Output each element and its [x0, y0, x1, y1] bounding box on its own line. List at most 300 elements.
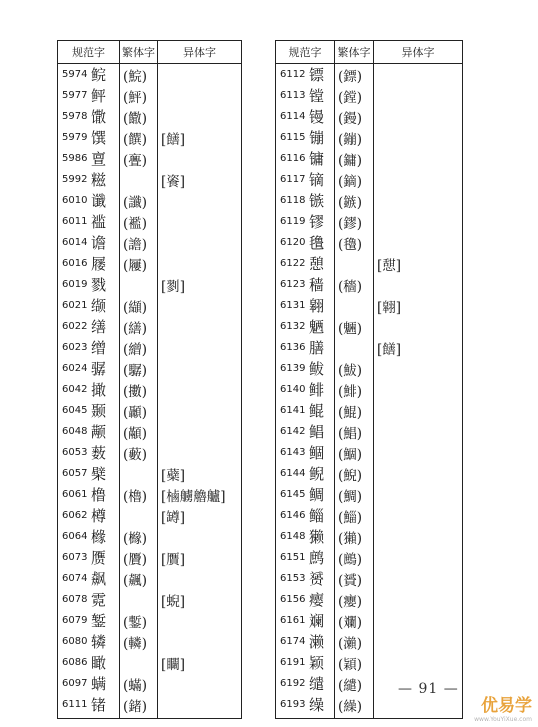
watermark-logo: [474, 691, 532, 723]
char-number: 6142: [280, 426, 306, 437]
char-number: 6079: [62, 615, 88, 626]
char-number: 6010: [62, 195, 88, 206]
char-number: 6021: [62, 300, 88, 311]
variant-char: [374, 568, 463, 589]
traditional-char: (繒): [120, 337, 158, 358]
traditional-char: (鮁): [335, 358, 374, 379]
standard-cell: [58, 106, 120, 127]
standard-char: 馓: [91, 108, 107, 126]
standard-cell: [276, 673, 335, 694]
char-number: 6057: [62, 468, 88, 479]
standard-char: 鲲: [309, 402, 325, 420]
char-number: 6111: [62, 699, 88, 710]
traditional-char: (轔): [120, 631, 158, 652]
traditional-char: (鷓): [335, 547, 374, 568]
standard-cell: [58, 463, 120, 484]
variant-char: [158, 694, 242, 719]
table-row: [58, 400, 242, 421]
standard-char: 馔: [91, 129, 107, 147]
table-row: [276, 610, 463, 631]
standard-cell: [276, 463, 335, 484]
standard-cell: [276, 547, 335, 568]
traditional-char: (屨): [120, 253, 158, 274]
table-row: [276, 358, 463, 379]
traditional-char: (鏑): [335, 169, 374, 190]
header-standard: 规范字: [58, 41, 120, 64]
table-row: [58, 190, 242, 211]
standard-cell: [58, 694, 120, 719]
traditional-char: (獺): [335, 526, 374, 547]
variant-char: [374, 442, 463, 463]
variant-char: [374, 232, 463, 253]
char-number: 6097: [62, 678, 88, 689]
variant-char: [158, 526, 242, 547]
char-number: 5986: [62, 153, 88, 164]
standard-char: 橼: [91, 528, 107, 546]
char-number: 6112: [280, 69, 306, 80]
table-row: [276, 589, 463, 610]
standard-char: 屦: [91, 255, 107, 273]
standard-cell: [276, 400, 335, 421]
variant-char: [374, 379, 463, 400]
table-row: [58, 232, 242, 253]
variant-char: [憇]: [374, 253, 463, 274]
variant-char: [374, 484, 463, 505]
variant-char: [贋]: [158, 547, 242, 568]
standard-cell: [276, 589, 335, 610]
table-row: [58, 358, 242, 379]
char-number: 6119: [280, 216, 306, 227]
traditional-char: (鏢): [335, 64, 374, 86]
standard-cell: [276, 274, 335, 295]
char-number: 6016: [62, 258, 88, 269]
variant-char: [158, 421, 242, 442]
char-number: 6061: [62, 489, 88, 500]
char-number: 6024: [62, 363, 88, 374]
standard-char: 镛: [309, 150, 325, 168]
table-row: [58, 337, 242, 358]
standard-cell: [58, 442, 120, 463]
variant-char: [158, 610, 242, 631]
standard-char: 鲅: [309, 360, 325, 378]
char-number: 5978: [62, 111, 88, 122]
traditional-char: (顳): [120, 400, 158, 421]
traditional-char: (櫓): [120, 484, 158, 505]
char-number: 6064: [62, 531, 88, 542]
char-number: 6073: [62, 552, 88, 563]
char-number: 6019: [62, 279, 88, 290]
char-number: 6011: [62, 216, 88, 227]
table-row: [58, 64, 242, 86]
table-row: [276, 400, 463, 421]
variant-char: [罇]: [158, 505, 242, 526]
char-number: 5992: [62, 174, 88, 185]
standard-cell: [276, 421, 335, 442]
traditional-char: (贇): [335, 568, 374, 589]
standard-char: 缬: [91, 297, 107, 315]
standard-char: 谵: [91, 234, 107, 252]
table-row: [58, 316, 242, 337]
standard-char: 鲩: [91, 66, 107, 84]
table-row: [58, 106, 242, 127]
standard-char: 鲆: [91, 87, 107, 105]
standard-cell: [58, 505, 120, 526]
variant-char: [374, 652, 463, 673]
standard-cell: [58, 190, 120, 211]
standard-cell: [276, 568, 335, 589]
variant-char: [158, 400, 242, 421]
char-number: 6048: [62, 426, 88, 437]
standard-char: 鲱: [309, 381, 325, 399]
table-row: [276, 337, 463, 358]
variant-char: [374, 274, 463, 295]
traditional-char: (襤): [120, 211, 158, 232]
standard-cell: [58, 337, 120, 358]
traditional-char: (鏞): [335, 148, 374, 169]
standard-cell: [58, 400, 120, 421]
standard-cell: [276, 64, 335, 86]
variant-char: [374, 316, 463, 337]
char-number: 6146: [280, 510, 306, 521]
standard-cell: [58, 379, 120, 400]
table-row: [58, 673, 242, 694]
char-number: 6151: [280, 552, 306, 563]
standard-char: 鲴: [309, 444, 325, 462]
traditional-char: (穎): [335, 652, 374, 673]
table-row: [276, 694, 463, 719]
char-number: 6080: [62, 636, 88, 647]
standard-cell: [276, 169, 335, 190]
variant-char: [158, 232, 242, 253]
standard-char: 镘: [309, 108, 325, 126]
char-number: 6161: [280, 615, 306, 626]
traditional-char: (鯢): [335, 463, 374, 484]
standard-char: 镠: [309, 213, 325, 231]
table-row: [58, 568, 242, 589]
table-row: [276, 568, 463, 589]
traditional-char: (鯛): [335, 484, 374, 505]
standard-char: 戮: [91, 276, 107, 294]
char-number: 6148: [280, 531, 306, 542]
char-number: 6131: [280, 300, 306, 311]
traditional-char: [335, 337, 374, 358]
standard-cell: [58, 232, 120, 253]
traditional-char: (鏜): [335, 85, 374, 106]
watermark-url: www.YouYiXue.com: [474, 716, 532, 723]
variant-char: [374, 85, 463, 106]
table-row: [276, 169, 463, 190]
standard-cell: [276, 694, 335, 719]
char-number: 6191: [280, 657, 306, 668]
traditional-char: (穡): [335, 274, 374, 295]
table-row: [58, 85, 242, 106]
standard-char: 獭: [309, 528, 325, 546]
char-number: 5974: [62, 69, 88, 80]
table-row: [276, 127, 463, 148]
traditional-char: [335, 253, 374, 274]
char-number: 6045: [62, 405, 88, 416]
table-row: [58, 211, 242, 232]
traditional-char: (纈): [120, 295, 158, 316]
standard-char: 镚: [309, 129, 325, 147]
standard-char: 鲵: [309, 465, 325, 483]
traditional-char: (繕): [120, 316, 158, 337]
standard-cell: [58, 85, 120, 106]
standard-char: 氇: [309, 234, 325, 252]
variant-char: [158, 442, 242, 463]
table-row: [58, 253, 242, 274]
variant-char: [374, 64, 463, 86]
char-number: 6192: [280, 678, 306, 689]
traditional-char: (飆): [120, 568, 158, 589]
table-row: [58, 421, 242, 442]
table-row: [58, 694, 242, 719]
table-row: [58, 169, 242, 190]
standard-cell: [58, 358, 120, 379]
standard-cell: [276, 190, 335, 211]
traditional-char: [335, 295, 374, 316]
table-row: [58, 484, 242, 505]
standard-cell: [276, 106, 335, 127]
variant-char: [374, 589, 463, 610]
header-traditional: 繁体字: [335, 41, 374, 64]
char-number: 6074: [62, 573, 88, 584]
variant-char: [158, 379, 242, 400]
table-header-row: [276, 41, 463, 64]
variant-char: [翶]: [374, 295, 463, 316]
standard-cell: [276, 253, 335, 274]
variant-char: [158, 148, 242, 169]
table-row: [58, 505, 242, 526]
variant-char: [374, 547, 463, 568]
header-variant: 异体字: [374, 41, 463, 64]
page-number: — 91 —: [398, 681, 459, 697]
standard-char: 螨: [91, 675, 107, 693]
standard-char: 锗: [91, 696, 107, 714]
standard-char: 糍: [91, 171, 107, 189]
traditional-char: (鏝): [335, 106, 374, 127]
standard-char: 缮: [91, 318, 107, 336]
table-row: [58, 463, 242, 484]
standard-cell: [58, 421, 120, 442]
standard-cell: [58, 316, 120, 337]
table-row: [276, 190, 463, 211]
char-number: 6141: [280, 405, 306, 416]
standard-char: 撖: [91, 381, 107, 399]
standard-cell: [276, 148, 335, 169]
traditional-char: (鯡): [335, 379, 374, 400]
variant-char: [374, 127, 463, 148]
standard-cell: [276, 442, 335, 463]
standard-cell: [58, 568, 120, 589]
standard-cell: [276, 337, 335, 358]
table-row: [58, 652, 242, 673]
standard-char: 镗: [309, 87, 325, 105]
variant-char: [374, 631, 463, 652]
table-row: [58, 631, 242, 652]
standard-cell: [276, 610, 335, 631]
traditional-char: (鏐): [335, 211, 374, 232]
standard-cell: [276, 505, 335, 526]
standard-char: 褴: [91, 213, 107, 231]
table-header-row: [58, 41, 242, 64]
standard-char: 赟: [309, 570, 325, 588]
char-number: 6014: [62, 237, 88, 248]
traditional-char: (擻): [120, 379, 158, 400]
variant-char: [蘗]: [158, 463, 242, 484]
standard-char: 鹧: [309, 549, 325, 567]
traditional-char: (鯝): [335, 442, 374, 463]
table-row: [58, 610, 242, 631]
traditional-char: (氌): [335, 232, 374, 253]
char-number: 6140: [280, 384, 306, 395]
standard-char: 缲: [309, 696, 325, 714]
char-number: 6114: [280, 111, 306, 122]
variant-char: [374, 526, 463, 547]
standard-cell: [58, 148, 120, 169]
standard-cell: [58, 169, 120, 190]
standard-cell: [276, 232, 335, 253]
standard-cell: [58, 127, 120, 148]
traditional-char: (譫): [120, 232, 158, 253]
variant-char: [158, 337, 242, 358]
standard-cell: [276, 652, 335, 673]
traditional-char: [120, 463, 158, 484]
table-row: [58, 379, 242, 400]
standard-cell: [58, 64, 120, 86]
variant-char: [374, 190, 463, 211]
table-row: [276, 295, 463, 316]
standard-char: 缯: [91, 339, 107, 357]
standard-cell: [276, 631, 335, 652]
char-number: 6118: [280, 195, 306, 206]
char-number: 6145: [280, 489, 306, 500]
table-row: [276, 64, 463, 86]
char-number: 6053: [62, 447, 88, 458]
traditional-char: [120, 589, 158, 610]
standard-cell: [58, 295, 120, 316]
standard-char: 霓: [91, 591, 107, 609]
traditional-char: (斕): [335, 610, 374, 631]
standard-char: 缱: [309, 675, 325, 693]
traditional-char: [120, 274, 158, 295]
standard-char: 鲳: [309, 423, 325, 441]
variant-char: [374, 505, 463, 526]
standard-char: 镖: [309, 66, 325, 84]
standard-char: 斓: [309, 612, 325, 630]
traditional-char: (鯤): [335, 400, 374, 421]
table-row: [58, 442, 242, 463]
char-number: 6078: [62, 594, 88, 605]
variant-char: [158, 211, 242, 232]
char-number: 6042: [62, 384, 88, 395]
table-row: [276, 274, 463, 295]
standard-cell: [276, 127, 335, 148]
standard-cell: [58, 547, 120, 568]
table-row: [276, 463, 463, 484]
standard-cell: [58, 253, 120, 274]
table-row: [58, 547, 242, 568]
variant-char: [374, 148, 463, 169]
char-number: 6153: [280, 573, 306, 584]
traditional-char: (鯔): [335, 505, 374, 526]
standard-char: 颖: [309, 654, 325, 672]
table-row: [276, 505, 463, 526]
char-number: 6120: [280, 237, 306, 248]
traditional-char: (顢): [120, 421, 158, 442]
char-number: 6193: [280, 699, 306, 710]
header-traditional: 繁体字: [120, 41, 158, 64]
standard-cell: [58, 484, 120, 505]
traditional-char: (驏): [120, 358, 158, 379]
table-row: [276, 421, 463, 442]
char-number: 6144: [280, 468, 306, 479]
variant-char: [374, 106, 463, 127]
standard-char: 樽: [91, 507, 107, 525]
table-row: [58, 127, 242, 148]
standard-cell: [276, 526, 335, 547]
standard-cell: [58, 526, 120, 547]
standard-cell: [58, 652, 120, 673]
standard-char: 憩: [309, 255, 325, 273]
standard-char: 赝: [91, 549, 107, 567]
standard-char: 橹: [91, 486, 107, 504]
standard-char: 镞: [309, 192, 325, 210]
table-row: [276, 253, 463, 274]
standard-char: 濑: [309, 633, 325, 651]
variant-char: [374, 694, 463, 719]
variant-char: [374, 169, 463, 190]
char-table-right: [275, 40, 463, 719]
traditional-char: (讖): [120, 190, 158, 211]
variant-char: [饍]: [158, 127, 242, 148]
variant-char: [蜺]: [158, 589, 242, 610]
char-number: 5977: [62, 90, 88, 101]
variant-char: [374, 463, 463, 484]
standard-cell: [58, 673, 120, 694]
variant-char: [158, 673, 242, 694]
variant-char: [158, 631, 242, 652]
table-row: [276, 316, 463, 337]
traditional-char: [120, 169, 158, 190]
traditional-char: (癭): [335, 589, 374, 610]
table-row: [276, 442, 463, 463]
traditional-char: [120, 652, 158, 673]
table-row: [58, 148, 242, 169]
standard-char: 鲷: [309, 486, 325, 504]
traditional-char: (繰): [335, 694, 374, 719]
table-row: [58, 274, 242, 295]
variant-char: [374, 358, 463, 379]
char-number: 6117: [280, 174, 306, 185]
standard-char: 镝: [309, 171, 325, 189]
char-number: 6123: [280, 279, 306, 290]
table-row: [276, 211, 463, 232]
table-row: [276, 106, 463, 127]
standard-cell: [58, 274, 120, 295]
standard-char: 辚: [91, 633, 107, 651]
traditional-char: (櫞): [120, 526, 158, 547]
variant-char: [矙]: [158, 652, 242, 673]
table-row: [276, 379, 463, 400]
variant-char: [158, 190, 242, 211]
traditional-char: (魎): [335, 316, 374, 337]
char-number: 6143: [280, 447, 306, 458]
traditional-char: (蟎): [120, 673, 158, 694]
traditional-char: (饊): [120, 106, 158, 127]
variant-char: [158, 253, 242, 274]
header-standard: 规范字: [276, 41, 335, 64]
